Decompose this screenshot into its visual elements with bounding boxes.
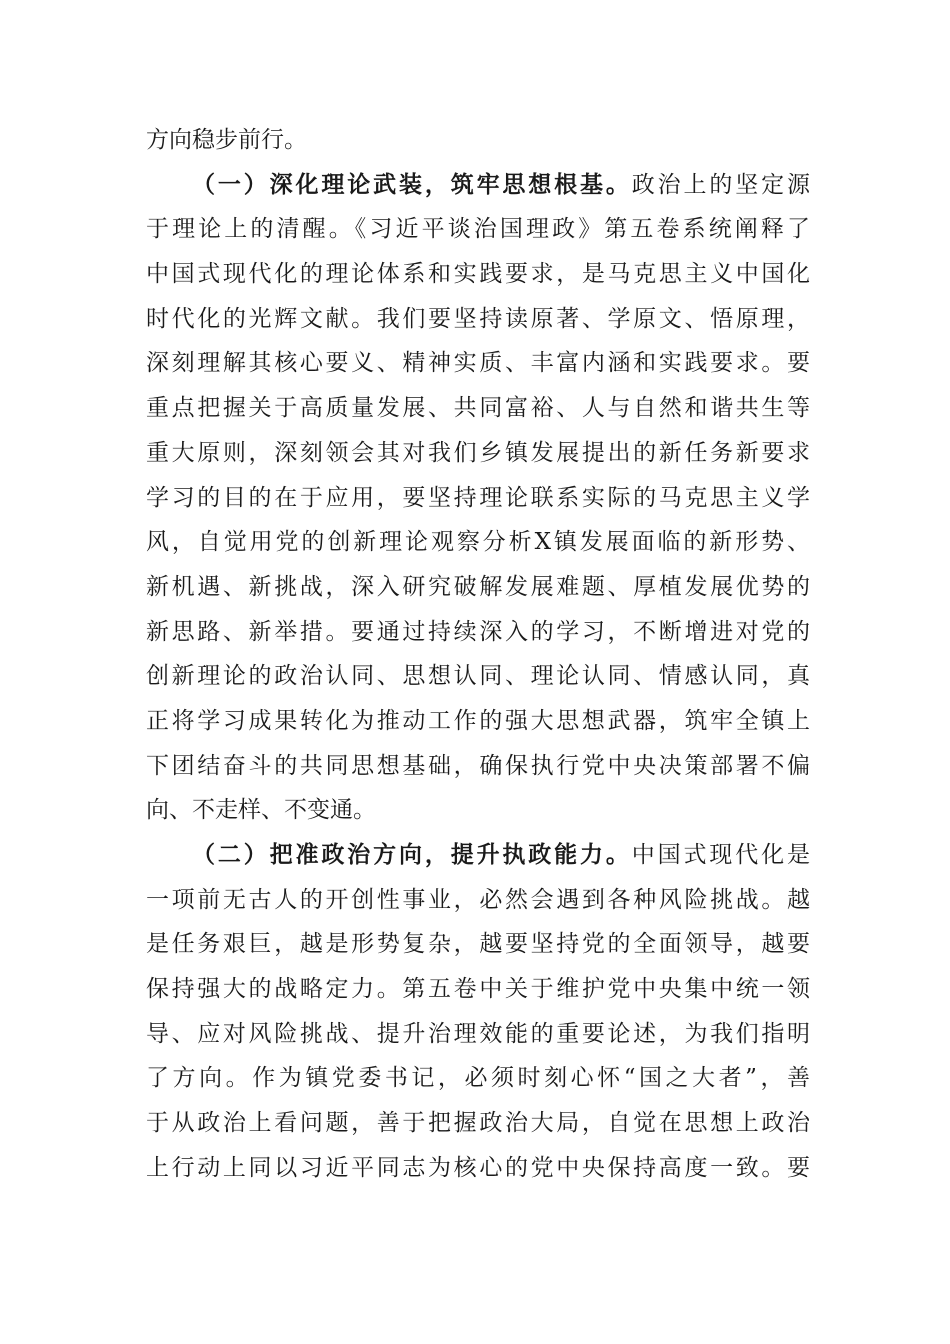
paragraph-line: 下团结奋斗的共同思想基础，确保执行党中央决策部署不偏 <box>146 752 810 779</box>
paragraph-line: 于理论上的清醒。《习近平谈治国理政》第五卷系统阐释了 <box>146 216 810 243</box>
paragraph-line: 重点把握关于高质量发展、共同富裕、人与自然和谐共生等 <box>146 395 810 422</box>
paragraph-text: 政治上的坚定源 <box>631 171 811 198</box>
paragraph-line: 是任务艰巨，越是形势复杂，越要坚持党的全面领导，越要 <box>146 931 810 958</box>
paragraph-first-line <box>146 833 810 878</box>
paragraph-line: 保持强大的战略定力。第五卷中关于维护党中央集中统一领 <box>146 976 810 1003</box>
section-heading: （一）深化理论武装，筑牢思想根基。 <box>192 170 632 198</box>
section-heading: （二）把准政治方向，提升执政能力。 <box>192 841 632 868</box>
paragraph-line: 重大原则，深刻领会其对我们乡镇发展提出的新任务新要求 <box>146 439 810 466</box>
paragraph-line: 中国式现代化的理论体系和实践要求，是马克思主义中国化 <box>146 261 810 288</box>
paragraph-line: 深刻理解其核心要义、精神实质、丰富内涵和实践要求。要 <box>146 350 810 377</box>
document-body <box>146 118 810 1191</box>
paragraph-line: 上行动上同以习近平同志为核心的党中央保持高度一致。要 <box>146 1154 810 1181</box>
paragraph-line: 一项前无古人的开创性事业，必然会遇到各种风险挑战。越 <box>146 886 810 913</box>
paragraph-line: 于从政治上看问题，善于把握政治大局，自觉在思想上政治 <box>146 1110 810 1137</box>
paragraph-line: 导、应对风险挑战、提升治理效能的重要论述，为我们指明 <box>146 1020 810 1047</box>
paragraph-line: 学习的目的在于应用，要坚持理论联系实际的马克思主义学 <box>146 484 810 511</box>
paragraph-line: 新思路、新举措。要通过持续深入的学习，不断增进对党的 <box>146 618 810 645</box>
paragraph-line: 了方向。作为镇党委书记，必须时刻心怀“国之大者”，善 <box>146 1065 810 1092</box>
paragraph-line: 正将学习成果转化为推动工作的强大思想武器，筑牢全镇上 <box>146 707 810 734</box>
paragraph-line: 时代化的光辉文献。我们要坚持读原著、学原文、悟原理， <box>146 305 810 332</box>
paragraph-line: 风，自觉用党的创新理论观察分析X镇发展面临的新形势、 <box>146 529 810 556</box>
paragraph-line: 创新理论的政治认同、思想认同、理论认同、情感认同，真 <box>146 663 810 690</box>
paragraph-first-line <box>146 163 810 208</box>
paragraph-line: 向、不走样、不变通。 <box>146 797 376 824</box>
paragraph-text: 中国式现代化是 <box>631 842 811 868</box>
paragraph-line: 方向稳步前行。 <box>146 127 307 153</box>
paragraph-line: 新机遇、新挑战，深入研究破解发展难题、厚植发展优势的 <box>146 573 810 600</box>
